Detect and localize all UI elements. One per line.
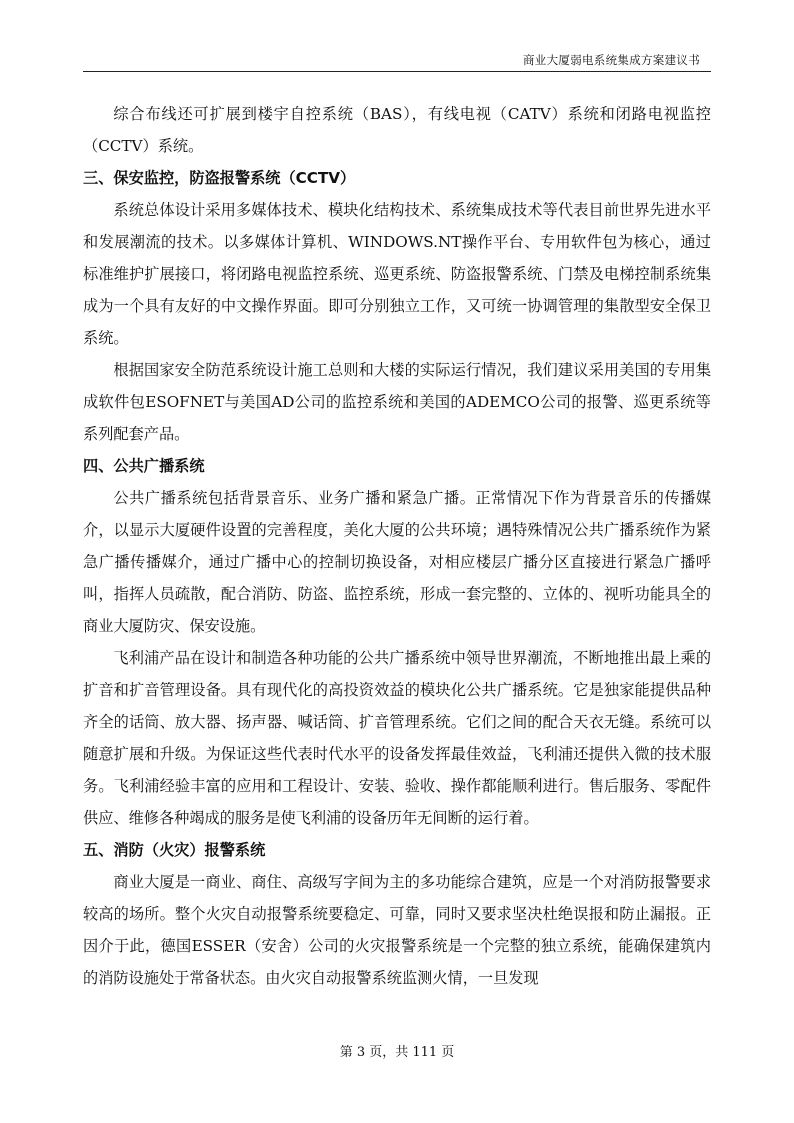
paragraph: 飞利浦产品在设计和制造各种功能的公共广播系统中领导世界潮流，不断地推出最上乘的扩音和扩音管理设备。具有现代化的高投资效益的模块化公共广播系统。它是独家能提供品种齐全的话筒、放大器、扬声器、喊话筒、扩音管理系统。它们之间的配合天衣无缝。系统可以随意扩展和升级。为保证这些代表时代水平的设备发挥最佳效益，飞利浦还提供入微的技术服务。飞利浦经验丰富的应用和工程设计、安装、验收、操作都能顺利进行。售后服务、零配件供应、维修各种竭成的服务是使飞利浦的设备历年无间断的运行着。 (83, 649, 711, 827)
running-header: 商业大厦弱电系统集成方案建议书 (523, 53, 700, 67)
page-body (83, 98, 711, 994)
section-heading: 五、消防（火灾）报警系统 (83, 841, 266, 859)
section-heading: 四、公共广播系统 (83, 457, 205, 475)
paragraph: 根据国家安全防范系统设计施工总则和大楼的实际运行情况，我们建议采用美国的专用集成软件包ESOFNET与美国AD公司的监控系统和美国的ADEMCO公司的报警、巡更系统等系列配套产品。 (83, 361, 711, 443)
paragraph: 系统总体设计采用多媒体技术、模块化结构技术、系统集成技术等代表目前世界先进水平和发展潮流的技术。以多媒体计算机、WINDOWS.NT操作平台、专用软件包为核心，通过标准维护扩展接口，将闭路电视监控系统、巡更系统、防盗报警系统、门禁及电梯控制系统集成为一个具有友好的中文操作界面。即可分别独立工作，又可统一协调管理的集散型安全保卫系统。 (83, 201, 711, 347)
paragraph: 综合布线还可扩展到楼宇自控系统（BAS），有线电视（CATV）系统和闭路电视监控（CCTV）系统。 (83, 105, 711, 155)
section-heading: 三、保安监控，防盗报警系统（CCTV） (83, 169, 356, 187)
page-number: 第 3 页，共 111 页 (339, 1045, 455, 1060)
paragraph: 公共广播系统包括背景音乐、业务广播和紧急广播。正常情况下作为背景音乐的传播媒介，以显示大厦硬件设置的完善程度，美化大厦的公共环境；遇特殊情况公共广播系统作为紧急广播传播媒介，通过广播中心的控制切换设备，对相应楼层广播分区直接进行紧急广播呼叫，指挥人员疏散，配合消防、防盗、监控系统，形成一套完整的、立体的、视听功能具全的商业大厦防灾、保安设施。 (83, 489, 711, 635)
header-divider (83, 71, 711, 72)
paragraph: 商业大厦是一商业、商住、高级写字间为主的多功能综合建筑，应是一个对消防报警要求较高的场所。整个火灾自动报警系统要稳定、可靠，同时又要求坚决杜绝误报和防止漏报。正因介于此，德国ESSER（安舍）公司的火灾报警系统是一个完整的独立系统，能确保建筑内的消防设施处于常备状态。由火灾自动报警系统监测火情，一旦发现 (83, 873, 711, 987)
